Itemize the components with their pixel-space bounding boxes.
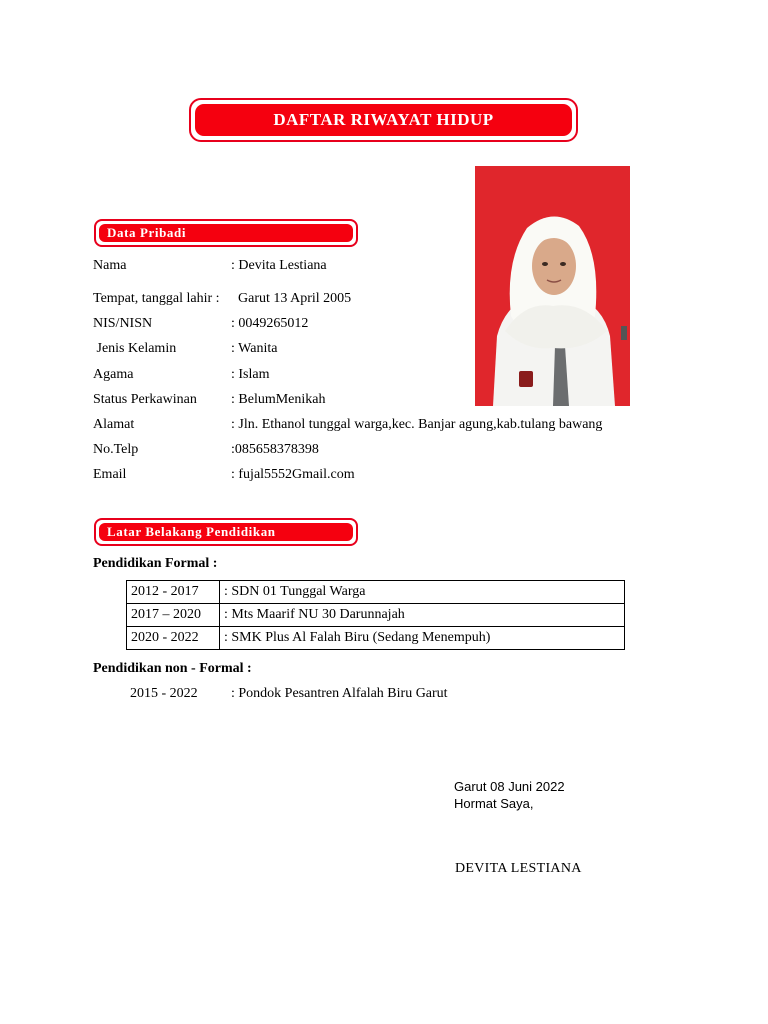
value-birth: Garut 13 April 2005: [238, 291, 352, 306]
label-name: Nama: [93, 258, 127, 273]
edu-years: 2017 – 2020: [127, 604, 220, 627]
value-gender: : Wanita: [231, 341, 278, 356]
label-phone: No.Telp: [93, 442, 139, 457]
section-header-education: [94, 518, 358, 546]
label-nis: NIS/NISN: [93, 316, 153, 331]
formal-education-table: [126, 580, 625, 650]
formal-education-heading: Pendidikan Formal :: [93, 556, 218, 571]
value-nis: : 0049265012: [231, 316, 309, 331]
label-gender: Jenis Kelamin: [93, 341, 177, 356]
value-marital: : BelumMenikah: [231, 392, 326, 407]
section-title-personal: Data Pribadi: [99, 224, 353, 242]
signature-closing: Hormat Saya,: [454, 796, 534, 811]
edu-school: : SMK Plus Al Falah Biru (Sedang Menempuh): [220, 627, 625, 650]
table-row: [127, 627, 625, 650]
value-address: : Jln. Ethanol tunggal warga,kec. Banjar agung,kab.tulang bawang: [231, 417, 603, 432]
table-row: [127, 581, 625, 604]
label-religion: Agama: [93, 367, 134, 382]
edu-years: 2020 - 2022: [127, 627, 220, 650]
label-birth: Tempat, tanggal lahir :: [93, 291, 220, 306]
section-title-education: Latar Belakang Pendidikan: [99, 523, 353, 541]
signature-place-date: Garut 08 Juni 2022: [454, 779, 565, 794]
signature-name: DEVITA LESTIANA: [455, 861, 582, 876]
profile-photo: [475, 166, 630, 406]
nonformal-education-heading: Pendidikan non - Formal :: [93, 661, 252, 676]
edu-school: : SDN 01 Tunggal Warga: [220, 581, 625, 604]
value-email: : fujal5552Gmail.com: [231, 467, 355, 482]
section-header-personal: [94, 219, 358, 247]
table-row: [127, 604, 625, 627]
label-marital: Status Perkawinan: [93, 392, 197, 407]
page-title: DAFTAR RIWAYAT HIDUP: [195, 104, 572, 136]
label-address: Alamat: [93, 417, 135, 432]
nonformal-school: : Pondok Pesantren Alfalah Biru Garut: [231, 686, 448, 701]
value-name: : Devita Lestiana: [231, 258, 327, 273]
value-religion: : Islam: [231, 367, 270, 382]
title-banner: [189, 98, 578, 142]
edu-years: 2012 - 2017: [127, 581, 220, 604]
edu-school: : Mts Maarif NU 30 Darunnajah: [220, 604, 625, 627]
label-email: Email: [93, 467, 127, 482]
nonformal-years: 2015 - 2022: [130, 686, 198, 701]
value-phone: :085658378398: [231, 442, 319, 457]
